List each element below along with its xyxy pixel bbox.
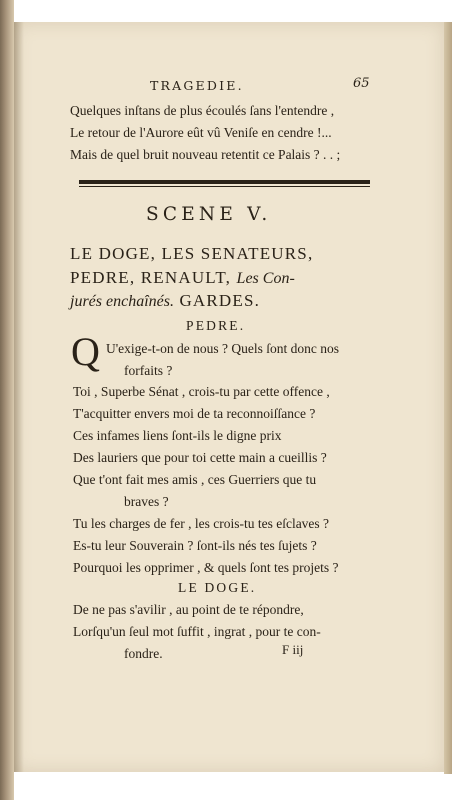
verse-line: Des lauriers que pour toi cette main a cueillis ? (73, 450, 327, 465)
verse-line: U'exige-t-on de nous ? Quels ſont donc nos (106, 341, 340, 356)
speaker-name: PEDRE. (186, 318, 246, 333)
characters-line (70, 244, 313, 264)
verse-line: De ne pas s'avilir , au point de te répondre, (73, 602, 304, 617)
verse-line: Mais de quel bruit nouveau retentit ce Palais ? . . ; (70, 147, 341, 162)
characters-caps: PEDRE, RENAULT, (70, 268, 232, 287)
speaker-name: LE DOGE. (178, 580, 257, 595)
verse-line: Quelques inſtans de plus écoulés ſans l'entendre , (70, 103, 335, 118)
characters-caps: LE DOGE, LES SENATEURS, (70, 244, 314, 263)
facing-page-edge (0, 0, 14, 800)
scene-title: SCENE V. (146, 204, 272, 225)
page-fore-edge (444, 22, 452, 774)
characters-italic: Les Con- (236, 270, 295, 287)
running-header: TRAGEDIE. (150, 78, 244, 93)
verse-line: Es-tu leur Souverain ? ſont-ils nés tes ſujets ? (73, 538, 317, 553)
gutter-shadow (14, 22, 24, 772)
verse-line: Ces infames liens ſont-ils le digne prix (73, 428, 282, 443)
characters-caps: GARDES. (179, 291, 261, 310)
section-rule-thin (79, 186, 370, 187)
verse-line: braves ? (124, 494, 169, 509)
verse-line: Pourquoi les opprimer , & quels ſont tes projets ? (73, 560, 339, 575)
verse-line: T'acquitter envers moi de ta reconnoiſſance ? (73, 406, 316, 421)
signature-mark: F iij (282, 642, 304, 657)
characters-line (70, 268, 295, 288)
verse-line: Le retour de l'Aurore eût vû Veniſe en cendre !... (70, 125, 332, 140)
verse-line: Que t'ont fait mes amis , ces Guerriers que tu (73, 472, 317, 487)
page-number: 65 (353, 76, 370, 91)
verse-line: fondre. (124, 646, 163, 661)
characters-italic: jurés enchaînés. (70, 293, 174, 310)
characters-line (70, 291, 260, 311)
verse-line: Toi , Superbe Sénat , crois-tu par cette offence , (73, 384, 330, 399)
section-rule (79, 180, 370, 184)
verse-line: Tu les charges de fer , les crois-tu tes eſclaves ? (73, 516, 330, 531)
verse-line: Lorſqu'un ſeul mot ſuffit , ingrat , pour te con- (73, 624, 321, 639)
verse-line: forfaits ? (124, 363, 173, 378)
drop-cap: Q (71, 329, 100, 374)
